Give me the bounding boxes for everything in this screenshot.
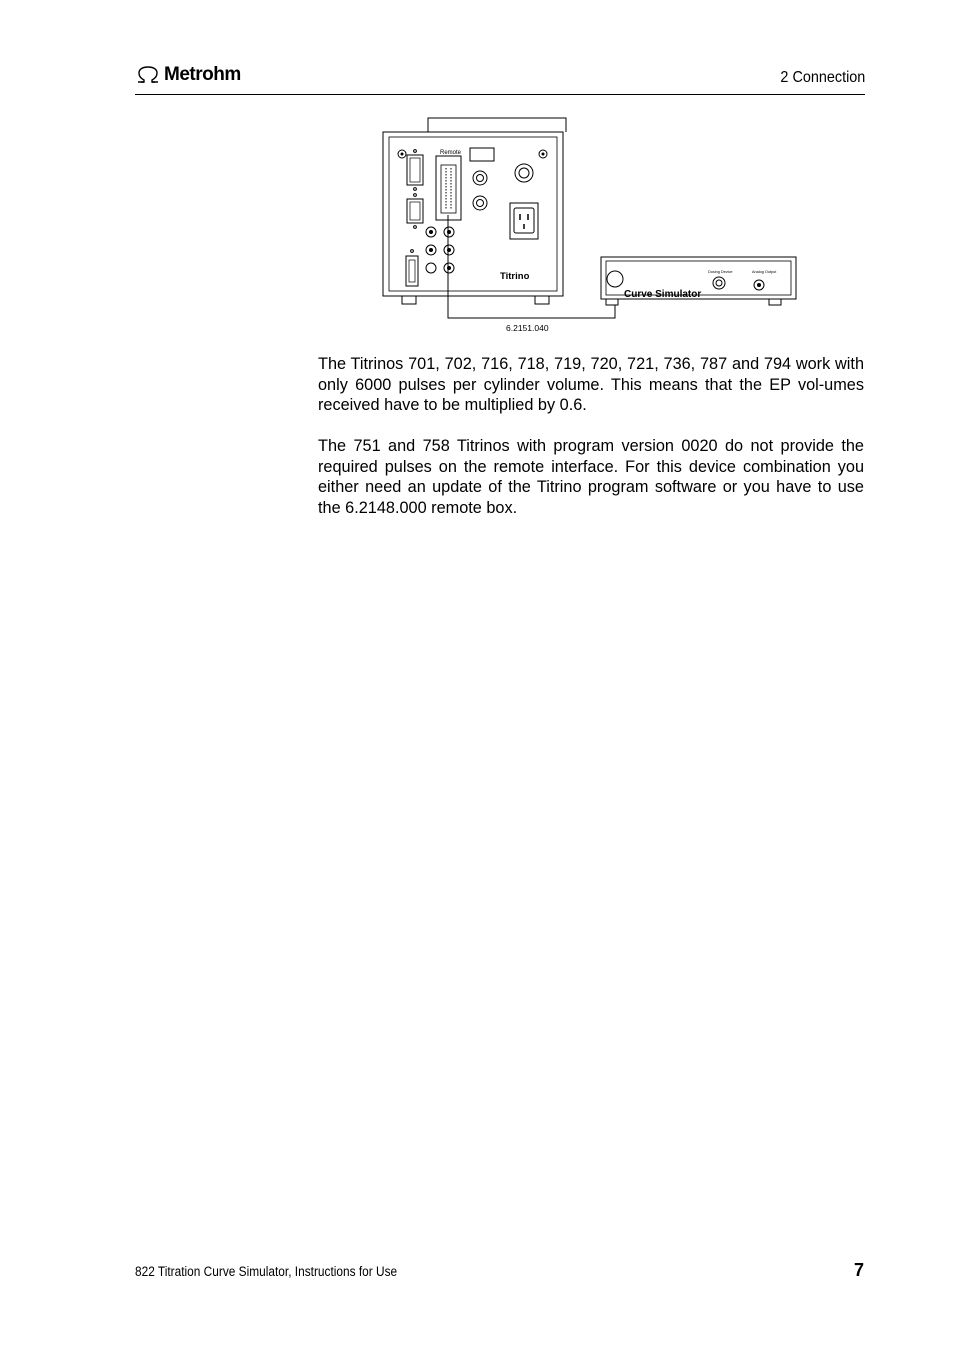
paragraph-pulses: The Titrinos 701, 702, 716, 718, 719, 720, 721, 736, 787 and 794 work with only 6000 pulses per cylinder volume. This means that the EP vol-umes received have to be multiplied by 0.6.: [318, 355, 864, 414]
paragraph-remote-box: The 751 and 758 Titrinos with program version 0020 do not provide the required pulses on the remote interface. For this device combination you either need an update of the Titrino program software or you have to use the 6.2148.000 remote box.: [318, 437, 864, 517]
metrohm-logo: [135, 64, 241, 86]
section-title: 2 Connection: [780, 69, 865, 86]
brand-name: Metrohm: [164, 64, 241, 85]
footer-doc-title: 822 Titration Curve Simulator, Instructions for Use: [135, 1264, 398, 1279]
omega-icon: [135, 65, 161, 85]
connection-diagram: [380, 110, 800, 335]
cable-label: 6.2151.040: [506, 323, 549, 333]
connection-diagram-svg: [380, 110, 800, 335]
remote-label: Remote: [440, 150, 462, 156]
page-header: [135, 62, 865, 95]
titrino-label: Titrino: [500, 271, 530, 282]
dosing-device-label: Dosing Device: [708, 270, 733, 274]
curve-simulator-label: Curve Simulator: [624, 289, 702, 300]
analog-output-label: Analog Output: [752, 270, 777, 274]
page-number: 7: [853, 1260, 864, 1280]
